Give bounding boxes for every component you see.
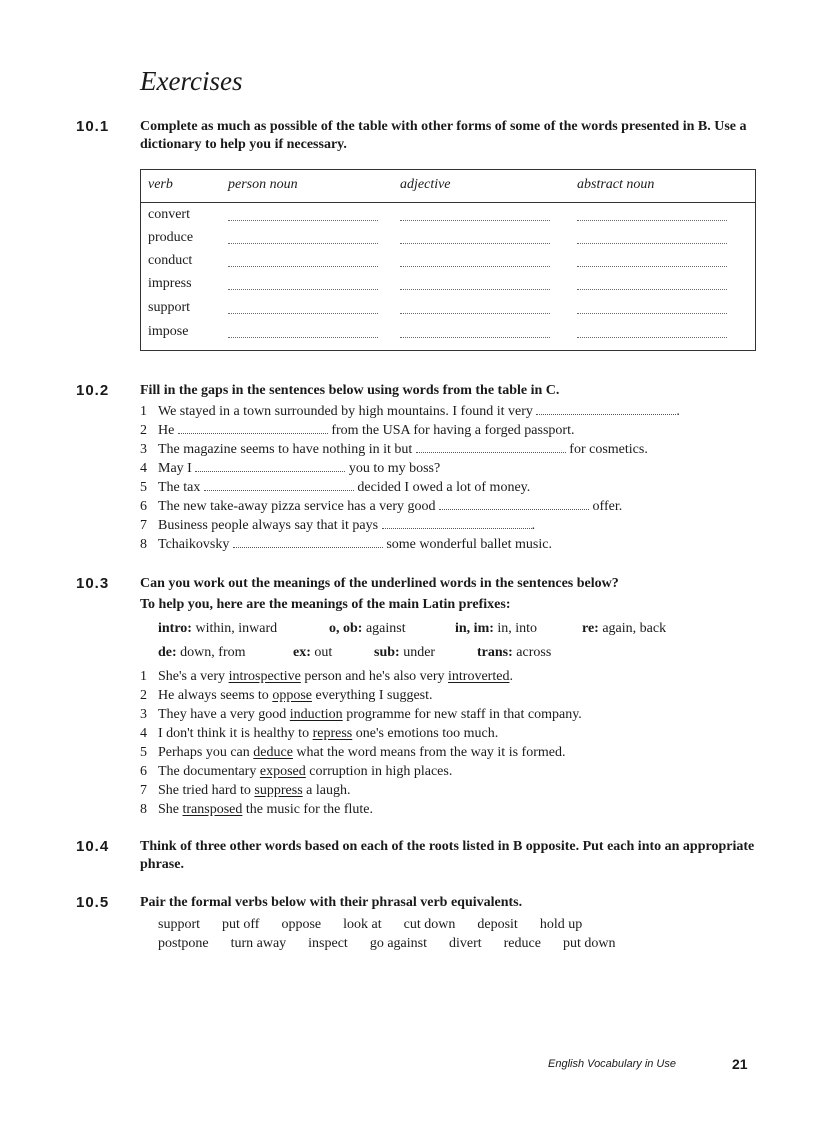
- verb-item: look at: [343, 917, 382, 932]
- exercise-instruction: Pair the formal verbs below with their phrasal verb equivalents.: [140, 895, 523, 910]
- underlined-word: exposed: [259, 764, 306, 779]
- gap-sentence: 7 Business people always say that it pays .: [140, 518, 536, 533]
- word-forms-table: [140, 169, 756, 351]
- blank-cell[interactable]: [577, 266, 727, 267]
- underlined-word: introspective: [228, 669, 301, 684]
- blank-cell[interactable]: [577, 243, 727, 244]
- gap-blank[interactable]: [416, 441, 566, 453]
- verb-item: go against: [369, 936, 427, 951]
- exercise-number: 10.3: [76, 575, 110, 592]
- table-row: [141, 207, 755, 230]
- gap-sentence: 8 Tchaikovsky some wonderful ballet music.: [140, 537, 552, 552]
- meaning-sentence: 2 He always seems to oppose everything I suggest.: [140, 688, 433, 703]
- blank-cell[interactable]: [228, 220, 378, 221]
- gap-blank[interactable]: [439, 498, 589, 510]
- meaning-sentence: 5 Perhaps you can deduce what the word means from the way it is formed.: [140, 745, 566, 760]
- meaning-sentence: 7 She tried hard to suppress a laugh.: [140, 783, 351, 798]
- underlined-word: suppress: [254, 783, 303, 798]
- meaning-sentence: 3 They have a very good induction programme for new staff in that company.: [140, 707, 582, 722]
- gap-blank[interactable]: [233, 536, 383, 548]
- blank-cell[interactable]: [228, 243, 378, 244]
- row-verb: convert: [148, 207, 190, 222]
- verb-item: turn away: [230, 936, 287, 951]
- verb-item: cut down: [403, 917, 456, 932]
- page-title: Exercises: [140, 66, 243, 96]
- blank-cell[interactable]: [400, 289, 550, 290]
- meaning-sentence: 6 The documentary exposed corruption in high places.: [140, 764, 453, 779]
- exercise-number: 10.1: [76, 118, 110, 135]
- blank-cell[interactable]: [577, 220, 727, 221]
- blank-cell[interactable]: [228, 337, 378, 338]
- header-adjective: adjective: [400, 177, 451, 192]
- underlined-word: deduce: [253, 745, 293, 760]
- exercise-instruction-2: To help you, here are the meanings of the main Latin prefixes:: [140, 597, 511, 612]
- page-number: 21: [732, 1056, 748, 1072]
- table-row: [141, 276, 755, 299]
- underlined-word: oppose: [272, 688, 312, 703]
- exercise-instruction: Complete as much as possible of the table with other forms of some of the words presented in B. Use a dictionary to help you if necessary.: [140, 119, 747, 152]
- meaning-sentence: 4 I don't think it is healthy to repress one's emotions too much.: [140, 726, 499, 741]
- prefix-item: sub: under: [374, 645, 436, 660]
- meaning-sentence: 8 She transposed the music for the flute.: [140, 802, 374, 817]
- row-verb: produce: [148, 230, 194, 245]
- verb-item: support: [158, 917, 200, 932]
- gap-blank[interactable]: [178, 422, 328, 434]
- blank-cell[interactable]: [228, 266, 378, 267]
- header-person-noun: person noun: [228, 177, 298, 192]
- exercise-number: 10.5: [76, 894, 110, 911]
- verb-item: inspect: [308, 936, 348, 951]
- table-header: [141, 170, 755, 203]
- underlined-word: repress: [312, 726, 353, 741]
- blank-cell[interactable]: [400, 266, 550, 267]
- verb-list: [158, 917, 604, 933]
- blank-cell[interactable]: [577, 313, 727, 314]
- gap-blank[interactable]: [195, 460, 345, 472]
- row-verb: impose: [148, 324, 189, 339]
- header-abstract-noun: abstract noun: [577, 177, 655, 192]
- gap-sentence: 3 The magazine seems to have nothing in it but for cosmetics.: [140, 442, 648, 457]
- gap-blank[interactable]: [536, 403, 676, 415]
- prefix-item: re: again, back: [582, 621, 667, 636]
- meaning-sentence: 1 She's a very introspective person and he's also very introverted.: [140, 669, 513, 684]
- blank-cell[interactable]: [400, 243, 550, 244]
- prefix-item: in, im: in, into: [455, 621, 538, 636]
- exercise-instruction: Can you work out the meanings of the underlined words in the sentences below?: [140, 576, 619, 591]
- book-title: English Vocabulary in Use: [548, 1058, 676, 1070]
- table-row: [141, 324, 755, 347]
- gap-sentence: 4 May I you to my boss?: [140, 461, 441, 476]
- table-row: [141, 230, 755, 253]
- row-verb: impress: [148, 276, 192, 291]
- blank-cell[interactable]: [400, 220, 550, 221]
- exercise-instruction: Think of three other words based on each of the roots listed in B opposite. Put each into an appropriate phrase.: [140, 839, 755, 872]
- prefix-item: ex: out: [293, 645, 333, 660]
- verb-list: [158, 936, 637, 952]
- gap-sentence: 2 He from the USA for having a forged passport.: [140, 423, 575, 438]
- prefix-item: trans: across: [477, 645, 552, 660]
- header-verb: verb: [148, 177, 173, 192]
- verb-item: deposit: [477, 917, 518, 932]
- prefix-item: o, ob: against: [329, 621, 406, 636]
- exercise-instruction: Fill in the gaps in the sentences below using words from the table in C.: [140, 383, 560, 398]
- gap-blank[interactable]: [382, 517, 532, 529]
- blank-cell[interactable]: [577, 289, 727, 290]
- prefix-item: intro: within, inward: [158, 621, 278, 636]
- blank-cell[interactable]: [400, 337, 550, 338]
- exercise-number: 10.2: [76, 382, 110, 399]
- blank-cell[interactable]: [228, 313, 378, 314]
- verb-item: hold up: [539, 917, 583, 932]
- underlined-word: introverted: [448, 669, 510, 684]
- verb-item: divert: [448, 936, 482, 951]
- gap-sentence: 1 We stayed in a town surrounded by high mountains. I found it very .: [140, 404, 680, 419]
- exercise-number: 10.4: [76, 838, 110, 855]
- row-verb: support: [148, 300, 190, 315]
- underlined-word: transposed: [182, 802, 243, 817]
- blank-cell[interactable]: [400, 313, 550, 314]
- table-row: [141, 253, 755, 276]
- verb-item: oppose: [281, 917, 322, 932]
- table-row: [141, 300, 755, 323]
- row-verb: conduct: [148, 253, 193, 268]
- gap-blank[interactable]: [204, 479, 354, 491]
- verb-item: reduce: [503, 936, 541, 951]
- verb-item: put off: [222, 917, 260, 932]
- underlined-word: induction: [289, 707, 343, 722]
- blank-cell[interactable]: [577, 337, 727, 338]
- verb-item: postpone: [158, 936, 209, 951]
- gap-sentence: 6 The new take-away pizza service has a very good offer.: [140, 499, 623, 514]
- gap-sentence: 5 The tax decided I owed a lot of money.: [140, 480, 531, 495]
- prefix-item: de: down, from: [158, 645, 246, 660]
- verb-item: put down: [562, 936, 616, 951]
- blank-cell[interactable]: [228, 289, 378, 290]
